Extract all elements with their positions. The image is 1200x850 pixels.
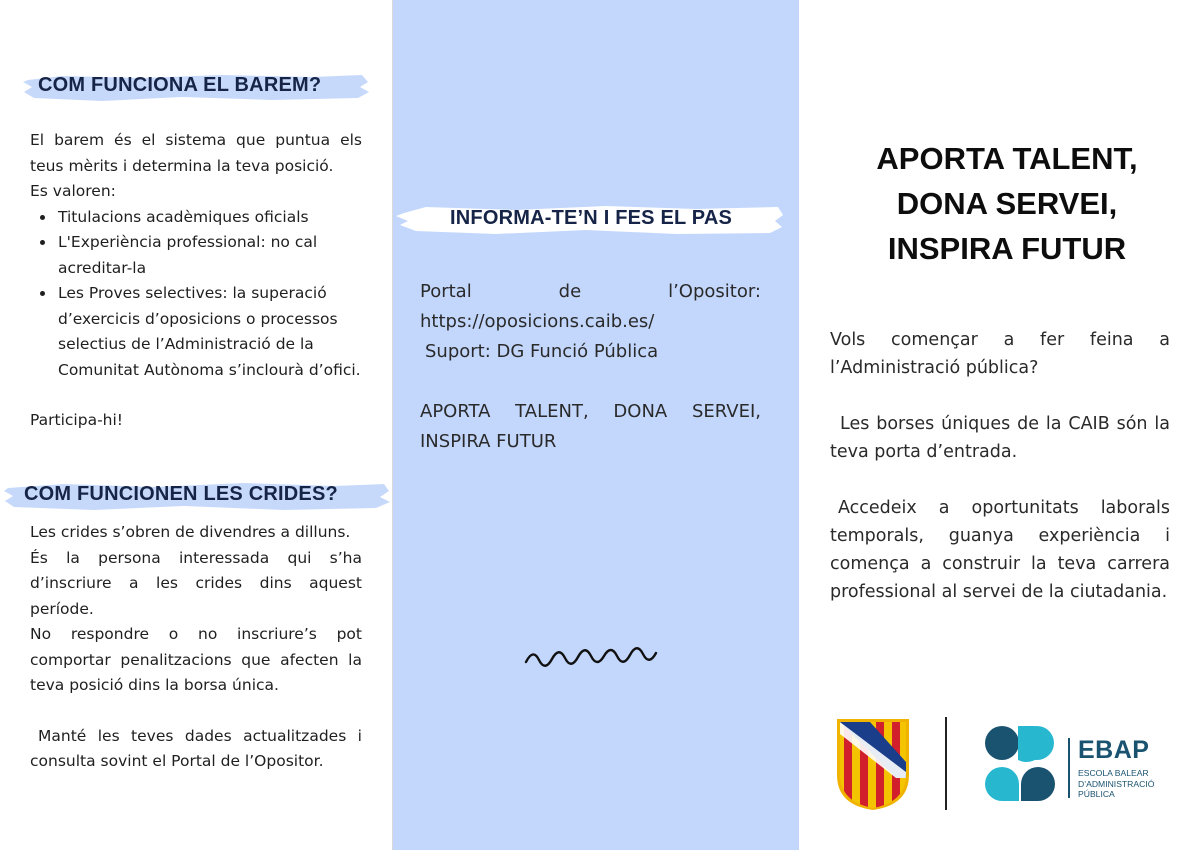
- squiggle-decoration: [523, 646, 663, 668]
- barem-heading-banner: [22, 70, 370, 104]
- balearic-crest-logo: [836, 718, 910, 810]
- crides-heading: COM FUNCIONEN LES CRIDES?: [24, 483, 338, 505]
- main-headline: [808, 136, 1200, 271]
- logo-divider: [945, 717, 947, 810]
- barem-closing: Participa-hi!: [30, 411, 124, 429]
- ebap-name: EBAP: [1078, 736, 1150, 764]
- crides-body: [30, 520, 362, 775]
- list-item: • Les Proves selectives: la superació d’exercicis d’oposicions o processos selectius de l’Administració de la Comunitat Autònoma s’inclourà d’ofici.: [56, 281, 362, 383]
- barem-intro-2: Es valoren:: [30, 182, 116, 200]
- crides-p3: No respondre o no inscriure’s pot comportar penalitzacions que afecten la teva posició dins la borsa única.: [30, 625, 362, 694]
- ebap-subtitle: [1078, 768, 1154, 800]
- headline-line: DONA SERVEI,: [896, 186, 1118, 221]
- crides-p2: És la persona interessada qui s’ha d’inscriure a les crides dins aquest període.: [30, 548, 362, 618]
- ebap-subtitle-line: D’ADMINISTRACIÓ: [1078, 778, 1155, 789]
- barem-heading: COM FUNCIONA EL BAREM?: [38, 74, 322, 96]
- portal-label: Portal de l’Opositor:: [420, 281, 761, 302]
- support-text: Suport: DG Funció Pública: [425, 341, 659, 362]
- barem-body: [30, 128, 362, 434]
- ebap-subtitle-line: PÚBLICA: [1078, 789, 1115, 799]
- right-p1: Vols començar a fer feina a l’Administració pública?: [830, 330, 1170, 378]
- headline-line: INSPIRA FUTUR: [887, 231, 1127, 266]
- portal-url[interactable]: https://oposicions.caib.es/: [420, 311, 655, 332]
- crides-heading-banner: [4, 479, 390, 513]
- informa-heading: INFORMA-TE’N I FES EL PAS: [450, 207, 733, 229]
- list-item: • L'Experiència professional: no cal acreditar-la: [56, 230, 362, 281]
- barem-intro: El barem és el sistema que puntua els teus mèrits i determina la teva posició.: [30, 131, 362, 175]
- right-p2: Les borses úniques de la CAIB són la teva porta d’entrada.: [830, 414, 1170, 462]
- middle-slogan: APORTA TALENT, DONA SERVEI, INSPIRA FUTUR: [420, 401, 761, 452]
- right-intro: [830, 326, 1170, 606]
- right-p3: Accedeix a oportunitats laborals temporals, guanya experiència i comença a construir la teva carrera professional al servei de la ciutadania.: [830, 498, 1170, 602]
- list-item: • Titulacions acadèmiques oficials: [56, 205, 362, 231]
- headline-line: APORTA TALENT,: [876, 141, 1138, 176]
- crides-p1: Les crides s’obren de divendres a dilluns.: [30, 523, 351, 541]
- informa-heading-banner: [396, 201, 783, 237]
- barem-list: [30, 205, 362, 384]
- ebap-subtitle-line: ESCOLA BALEAR: [1078, 768, 1149, 778]
- informa-body: [420, 277, 761, 457]
- crides-p4: Manté les teves dades actualitzades i consulta sovint el Portal de l’Opositor.: [30, 726, 362, 770]
- ebap-symbol-logo: [982, 722, 1057, 808]
- ebap-bar: [1068, 738, 1070, 798]
